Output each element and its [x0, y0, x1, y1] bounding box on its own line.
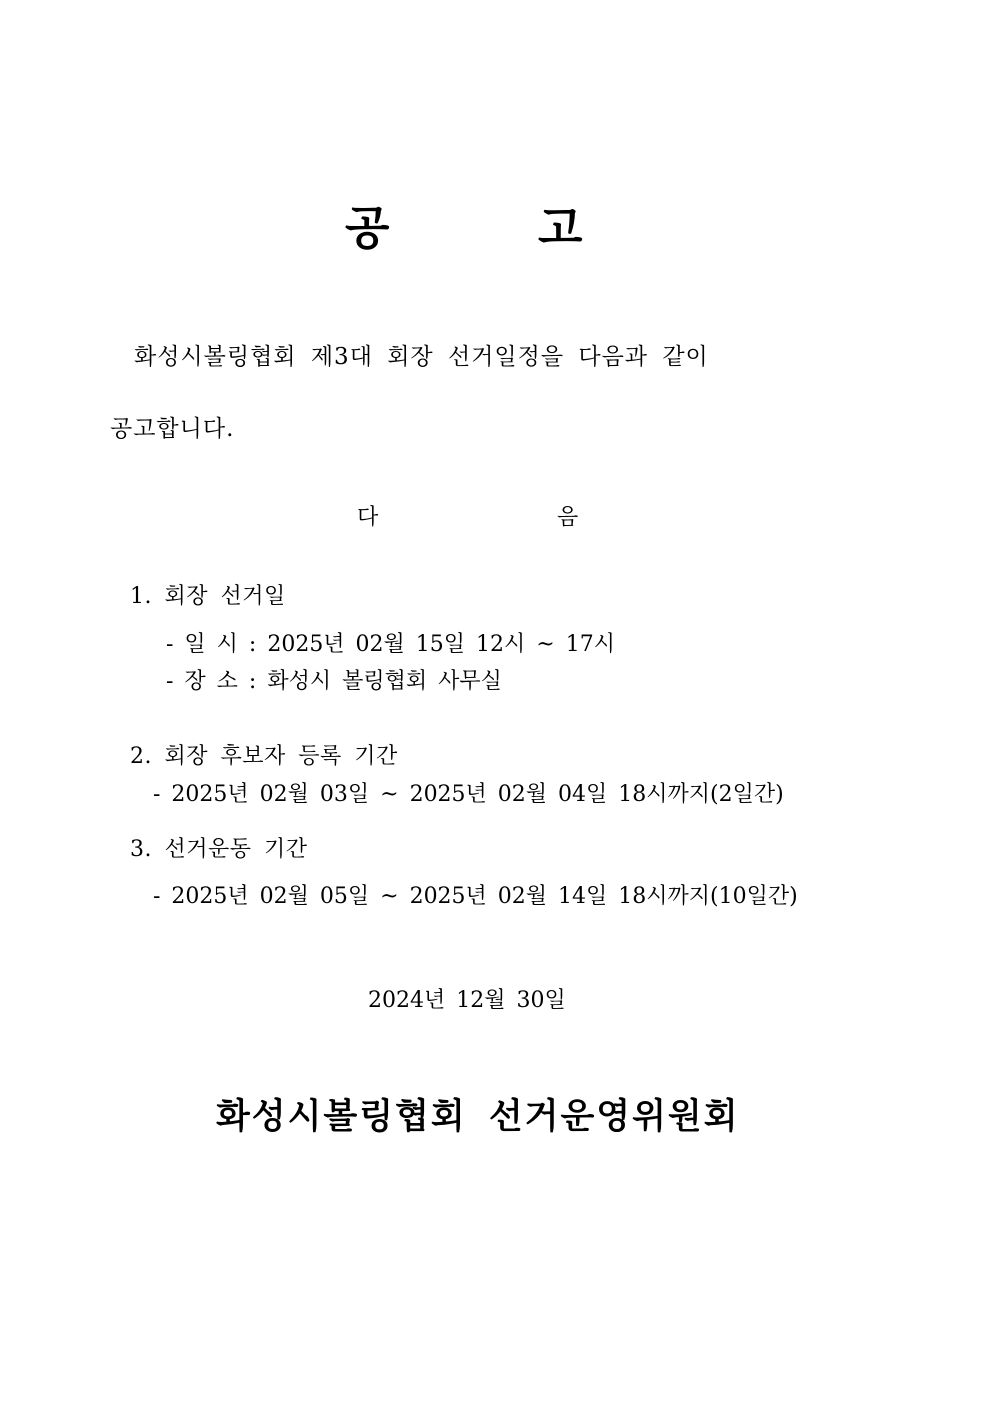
title-char-go: 고 — [538, 201, 583, 255]
section-1-detail-datetime: - 일 시 : 2025년 02월 15일 12시 ~ 17시 — [166, 632, 615, 657]
section-1-detail-location: - 장 소 : 화성시 볼링협회 사무실 — [166, 669, 502, 694]
organization-name: 화성시볼링협회 선거운영위원회 — [216, 1096, 740, 1137]
intro-line-2: 공고합니다. — [110, 416, 235, 442]
subheading-char-eum: 음 — [557, 505, 579, 530]
section-3-heading: 3. 선거운동 기간 — [130, 837, 308, 862]
notice-date: 2024년 12월 30일 — [368, 988, 566, 1013]
section-1-heading: 1. 회장 선거일 — [130, 584, 286, 609]
section-2-detail-period: - 2025년 02월 03일 ~ 2025년 02월 04일 18시까지(2일간) — [153, 782, 784, 807]
subheading-char-da: 다 — [357, 505, 379, 530]
intro-line-1: 화성시볼링협회 제3대 회장 선거일정을 다음과 같이 — [134, 344, 709, 370]
section-3-detail-period: - 2025년 02월 05일 ~ 2025년 02월 14일 18시까지(10일간) — [153, 884, 798, 909]
title-char-gong: 공 — [345, 201, 390, 255]
section-2-heading: 2. 회장 후보자 등록 기간 — [130, 744, 398, 769]
